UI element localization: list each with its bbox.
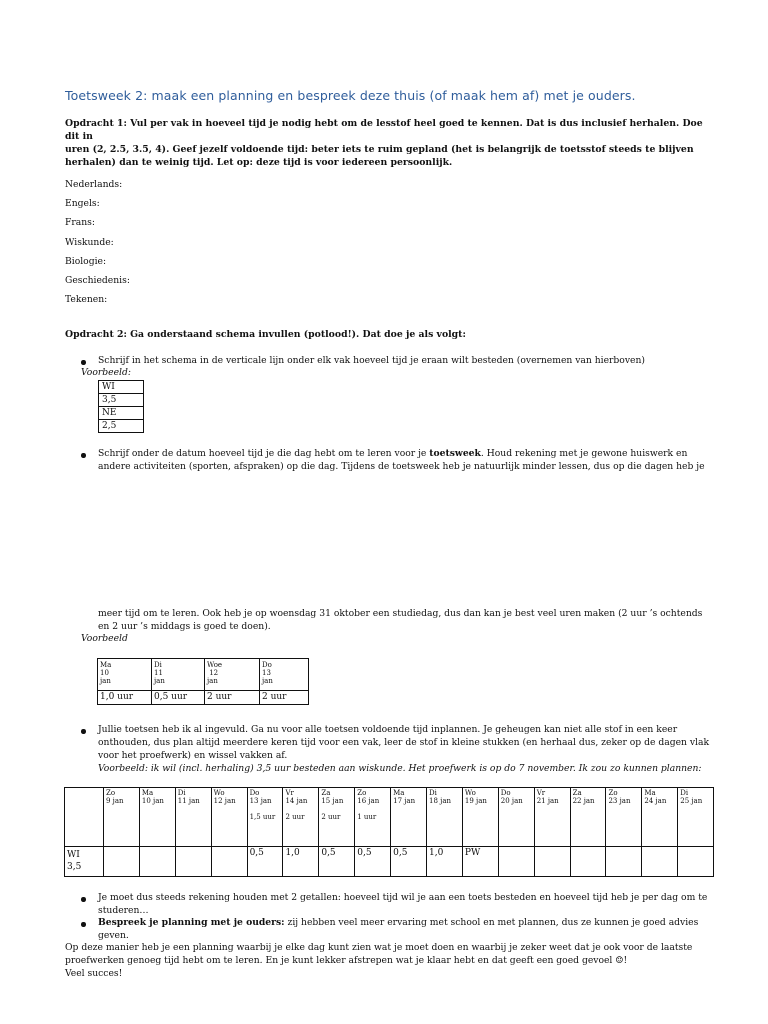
schedule-day-cell[interactable]: Di 25 jan	[678, 788, 714, 847]
closing-line: Op deze manier heb je een planning waarbij je elke dag kunt zien wat je moet doen en waarbij je zeker weet dat je ook voor de laatste	[65, 942, 693, 953]
schedule-day-cell[interactable]: Ma 10 jan	[139, 788, 175, 847]
example-hours-cell: 1,0 uur	[98, 691, 152, 705]
schedule-subject-cell: WI 3,5	[65, 847, 104, 877]
schedule-day-cell[interactable]: Di 18 jan	[427, 788, 463, 847]
bullet-2-line: en 2 uur ’s middags is goed te doen).	[98, 621, 271, 632]
subject-label: Frans:	[65, 217, 95, 229]
bullet-2-text: Schrijf onder de datum hoeveel tijd je die dag hebt om te leren voor je	[98, 448, 430, 459]
schedule-value-cell[interactable]	[139, 847, 175, 877]
subject-label: Wiskunde:	[65, 236, 114, 248]
bullet-2-line: meer tijd om te leren. Ook heb je op woensdag 31 oktober een studiedag, dus dan kan je best veel uren maken (2 uur ’s ochtends	[98, 608, 703, 619]
schedule-value-cell[interactable]	[642, 847, 678, 877]
schedule-day-cell[interactable]: Za 22 jan	[570, 788, 606, 847]
bullet-4: Je moet dus steeds rekening houden met 2 getallen: hoeveel tijd wil je aan een toets besteden en hoeveel tijd heb je per dag om te	[98, 892, 708, 903]
schedule-day-cell[interactable]: Ma 24 jan	[642, 788, 678, 847]
bullet-2	[98, 448, 687, 461]
example-cell: WI	[99, 381, 144, 394]
bullet-5-text: zij hebben veel meer ervaring met school en met plannen, dus ze kunnen je goed advies	[284, 917, 699, 928]
subject-list	[65, 175, 130, 309]
example-planning-table	[97, 658, 309, 705]
bullet-4-line: studeren…	[98, 905, 149, 916]
bullet-3-example: Voorbeeld: ik wil (incl. herhaling) 3,5 uur besteden aan wiskunde. Het proefwerk is op do 7 november. Ik zou zo kunnen plannen:	[98, 763, 702, 774]
subject-label: Nederlands:	[65, 179, 123, 190]
schedule-day-cell[interactable]: Zo 23 jan	[606, 788, 642, 847]
schedule-day-cell[interactable]: Do 13 jan 1,5 uur	[247, 788, 283, 847]
bullet-1: Schrijf in het schema in de verticale lijn onder elk vak hoeveel tijd je eraan wilt besteden (overnemen van hierboven)	[98, 355, 645, 366]
closing-line: proefwerken genoeg tijd hebt om te leren. En je kunt lekker afstrepen wat je klaar hebt en dat geeft een goed gevoel ☺!	[65, 955, 628, 966]
schedule-value-cell[interactable]	[211, 847, 247, 877]
bullet-5	[98, 917, 698, 930]
opdracht-1-line: Opdracht 1: Vul per vak in hoeveel tijd je nodig hebt om de lesstof heel goed te kennen. Dat is dus inclusief herhalen. Doe dit in	[65, 118, 703, 142]
example-cell: NE	[99, 407, 144, 420]
closing-line: Veel succes!	[65, 968, 123, 979]
schedule-value-cell[interactable]: 0,5	[355, 847, 391, 877]
example-day-cell: Ma 10 jan	[98, 659, 152, 691]
schedule-value-cell[interactable]	[498, 847, 534, 877]
bullet-2-line: andere activiteiten (sporten, afspraken) op die dag. Tijdens de toetsweek heb je natuurlijk minder lessen, dus op die dagen heb je	[98, 461, 705, 472]
schedule-value-cell[interactable]	[606, 847, 642, 877]
schedule-day-cell[interactable]: Vr 14 jan 2 uur	[283, 788, 319, 847]
opdracht-1-line: herhalen) dan te weinig tijd. Let op: deze tijd is voor iedereen persoonlijk.	[65, 157, 453, 168]
schedule-value-cell[interactable]: 1,0	[427, 847, 463, 877]
schedule-day-cell[interactable]: Zo 16 jan 1 uur	[355, 788, 391, 847]
schedule-value-cell[interactable]: 0,5	[319, 847, 355, 877]
example-hours-cell: 2 uur	[205, 691, 260, 705]
bullet-5-line: geven.	[98, 930, 129, 941]
example-cell: 3,5	[99, 394, 144, 407]
schedule-value-cell[interactable]: 0,5	[247, 847, 283, 877]
example-hours-cell: 2 uur	[260, 691, 309, 705]
schedule-value-cell[interactable]	[175, 847, 211, 877]
bullet-2-bold: toetsweek	[429, 448, 481, 459]
schedule-value-cell[interactable]: 0,5	[391, 847, 427, 877]
schedule-header-row	[65, 788, 714, 847]
example-cell: 2,5	[99, 420, 144, 433]
example-day-cell: Di 11 jan	[152, 659, 205, 691]
subject-label: Biologie:	[65, 255, 107, 267]
subject-label: Engels:	[65, 198, 100, 210]
schedule-day-cell[interactable]: Wo 12 jan	[211, 788, 247, 847]
schedule-value-cell[interactable]	[678, 847, 714, 877]
opdracht-1-line: uren (2, 2.5, 3.5, 4). Geef jezelf voldoende tijd: beter iets te ruim gepland (het is belangrijk de toetsstof steeds te blijven	[65, 144, 694, 155]
schedule-day-cell[interactable]: Ma 17 jan	[391, 788, 427, 847]
opdracht-2-heading: Opdracht 2: Ga onderstaand schema invullen (potlood!). Dat doe je als volgt:	[65, 329, 466, 340]
schedule-day-cell[interactable]: Wo 19 jan	[462, 788, 498, 847]
subject-label: Tekenen:	[65, 294, 108, 306]
bullet-3: Jullie toetsen heb ik al ingevuld. Ga nu voor alle toetsen voldoende tijd inplannen. Je geheugen kan niet alle stof in een keer	[98, 724, 678, 735]
schedule-day-cell[interactable]: Do 20 jan	[498, 788, 534, 847]
example-subject-table	[98, 380, 144, 433]
bullet-3-line: onthouden, dus plan altijd meerdere keren tijd voor een vak, leer de stof in kleine stukken (en herhaal dus, zeker op de dagen vlak	[98, 737, 710, 748]
schedule-value-cell[interactable]	[570, 847, 606, 877]
schedule-day-cell[interactable]: Vr 21 jan	[534, 788, 570, 847]
bullet-3-line: voor het proefwerk) en wissel vakken af.	[98, 750, 288, 761]
schedule-value-cell[interactable]	[534, 847, 570, 877]
voorbeeld-label: Voorbeeld	[81, 633, 128, 644]
schedule-subject-row	[65, 847, 714, 877]
opdracht-1-text	[65, 117, 715, 169]
schedule-day-cell[interactable]: Di 11 jan	[175, 788, 211, 847]
example-day-cell: Do 13 jan	[260, 659, 309, 691]
page-title: Toetsweek 2: maak een planning en bespreek deze thuis (of maak hem af) met je ouders.	[65, 88, 636, 103]
bullet-5-bold: Bespreek je planning met je ouders:	[98, 917, 285, 928]
schedule-value-cell[interactable]	[104, 847, 140, 877]
planning-schedule-table	[64, 787, 714, 877]
schedule-corner-cell	[65, 788, 104, 847]
voorbeeld-label: Voorbeeld:	[81, 367, 131, 378]
schedule-day-cell[interactable]: Zo 9 jan	[104, 788, 140, 847]
example-hours-cell: 0,5 uur	[152, 691, 205, 705]
bullet-2-text: . Houd rekening met je gewone huiswerk en	[480, 448, 688, 459]
schedule-value-cell[interactable]: PW	[462, 847, 498, 877]
schedule-day-cell[interactable]: Za 15 jan 2 uur	[319, 788, 355, 847]
example-day-cell: Woe 12 jan	[205, 659, 260, 691]
subject-label: Geschiedenis:	[65, 275, 130, 287]
schedule-value-cell[interactable]: 1,0	[283, 847, 319, 877]
